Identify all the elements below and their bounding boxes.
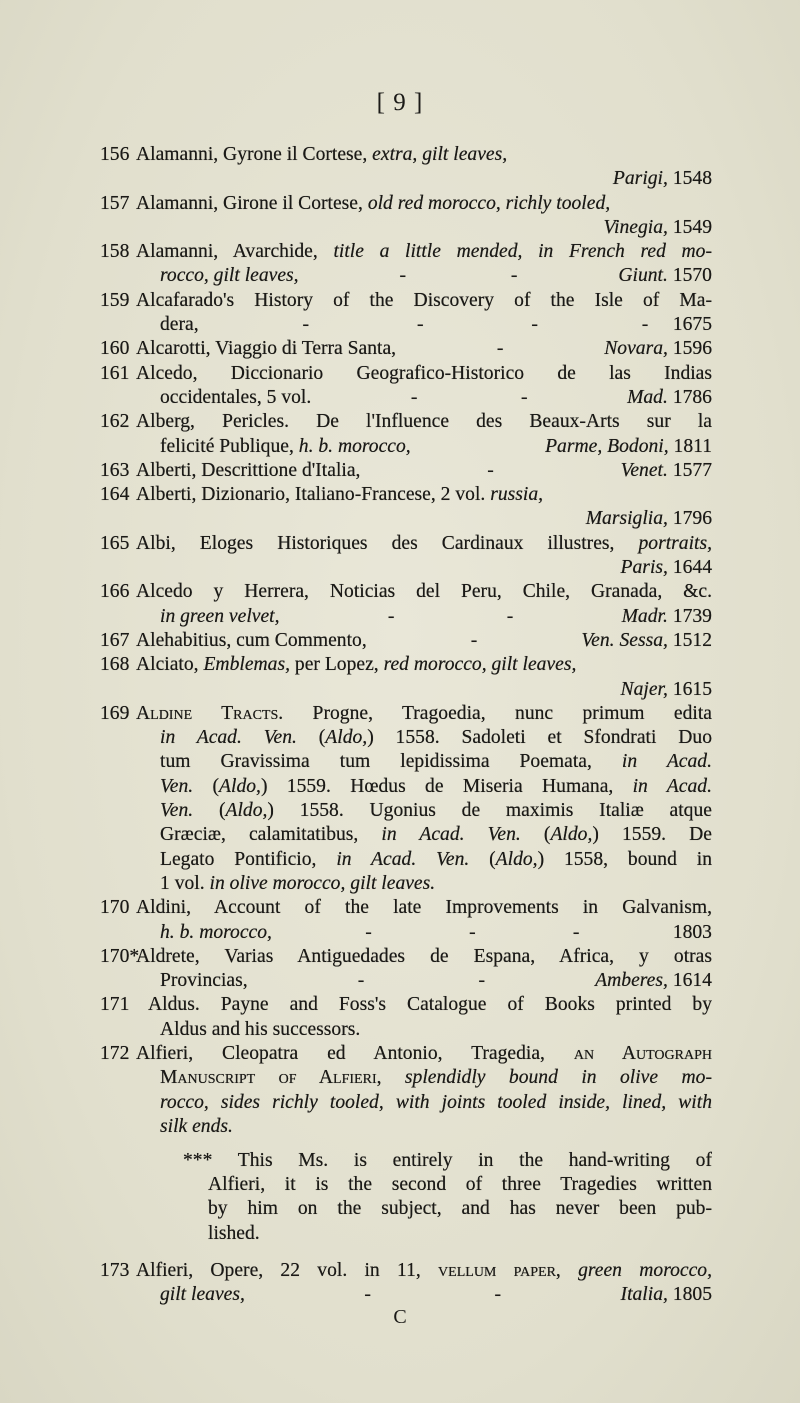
text-group — [160, 969, 248, 993]
entry-line — [136, 362, 712, 386]
lot-number: 161 — [100, 362, 130, 384]
text-segment: - — [416, 314, 424, 336]
text-segment: 1577 — [667, 459, 712, 481]
entry-text — [136, 702, 712, 896]
entry-line — [136, 605, 712, 629]
lot-number: 166 — [100, 581, 130, 603]
text-segment: in Acad. Ven. — [381, 824, 521, 846]
text-segment: ( — [193, 800, 226, 822]
entry-line — [136, 799, 712, 823]
entry-text — [136, 337, 712, 361]
text-segment: rocco, gilt leaves, — [160, 265, 299, 287]
entry-line — [136, 167, 712, 191]
text-segment: ) 1558. Ugonius de maximis Italiæ atque — [267, 800, 712, 822]
text-segment: Alcafarado's History of the Discovery of the Isle of Ma- — [136, 289, 712, 311]
entry-line — [136, 1066, 712, 1090]
entry-line — [136, 702, 712, 726]
entry-line — [136, 459, 712, 483]
lot-number: 163 — [100, 459, 130, 481]
entry-line — [136, 240, 712, 264]
entry-line — [136, 435, 712, 459]
entry-note — [183, 1149, 712, 1246]
text-segment: Aldo, — [325, 727, 368, 749]
text-segment: Alfieri, Opere, 22 vol. in 11, — [136, 1259, 439, 1281]
leader-dash — [474, 969, 489, 993]
catalogue-entry — [100, 532, 712, 581]
leader-dash — [354, 969, 369, 993]
entry-line — [136, 556, 712, 580]
text-segment: h. b. morocco, — [160, 921, 272, 943]
text-segment: Alehabitius, cum Commento, — [136, 629, 367, 651]
text-segment: ) 1558, bound in — [537, 848, 712, 870]
text-segment: in Acad. Ven. — [160, 727, 297, 749]
entry-text — [136, 993, 712, 1042]
text-segment: Paris, — [620, 557, 668, 579]
text-segment: green morocco, — [560, 1259, 712, 1281]
lot-number: 171 — [100, 994, 130, 1016]
text-segment: 1614 — [667, 970, 712, 992]
entry-line — [136, 507, 712, 531]
text-segment: - — [357, 970, 365, 992]
leader-dash — [493, 337, 508, 361]
entry-text — [136, 653, 712, 702]
text-group — [604, 337, 712, 361]
text-group — [581, 629, 712, 653]
text-segment: in Acad. — [621, 751, 712, 773]
text-segment: - — [520, 386, 528, 408]
text-segment: Alberti, Dizionario, Italiano-Francese, 2 vol. — [136, 484, 491, 506]
entry-line — [136, 1259, 712, 1283]
lot-number: 167 — [100, 629, 130, 651]
text-segment: ( — [193, 775, 220, 797]
lot-number: 172 — [100, 1042, 130, 1064]
text-group — [618, 264, 712, 288]
text-segment: gilt leaves, — [160, 1284, 245, 1306]
text-segment: - — [399, 265, 406, 287]
text-segment: - — [478, 970, 485, 992]
text-segment: silk ends. — [160, 1115, 233, 1137]
text-segment: in olive morocco, gilt leaves. — [209, 872, 436, 894]
text-segment: - — [506, 605, 514, 627]
text-segment: ) 1559. Hœdus de Miseria Humana, — [260, 775, 633, 797]
text-segment: dera, — [160, 314, 199, 336]
text-segment: Najer, — [620, 678, 668, 700]
text-segment: Parme, Bodoni, — [545, 435, 669, 457]
entry-line — [136, 337, 712, 361]
text-segment: Ven. — [160, 800, 194, 822]
text-segment: by him on the subject, and has never been pub- — [208, 1198, 712, 1220]
entry-line — [136, 386, 712, 410]
text-group — [160, 921, 272, 945]
leader-dash — [527, 313, 542, 337]
text-segment: Alcedo, Diccionario Geografico-Historico de las Indias — [136, 362, 712, 384]
leader-dash — [507, 264, 522, 288]
text-segment: Novara, — [604, 338, 668, 360]
entry-line — [136, 775, 712, 799]
entry-line — [183, 1173, 712, 1197]
text-segment: Aldo, — [219, 775, 261, 797]
text-segment: - — [531, 314, 538, 336]
lot-number: 162 — [100, 411, 130, 433]
text-segment: in Acad. Ven. — [336, 848, 470, 870]
catalogue-entry — [100, 410, 712, 459]
leader-dash — [569, 921, 584, 945]
text-segment: 1615 — [667, 678, 712, 700]
text-segment: - — [387, 605, 395, 627]
text-group — [136, 629, 367, 653]
text-segment: - — [365, 921, 372, 943]
entry-line — [136, 289, 712, 313]
page-number-header: [ 9 ] — [376, 89, 424, 116]
text-segment: extra, gilt leaves, — [372, 144, 508, 165]
entry-text — [136, 143, 712, 192]
text-segment: in green velvet, — [160, 605, 280, 627]
leader-dash — [299, 313, 314, 337]
lot-number: 158 — [100, 241, 130, 263]
text-segment: Italia, — [620, 1284, 668, 1306]
text-segment: splendidly bound in olive mo- — [381, 1067, 712, 1089]
entry-line — [136, 993, 712, 1017]
entry-text — [136, 410, 712, 459]
text-segment: Parigi, — [612, 168, 668, 190]
leader-dash — [413, 313, 428, 337]
text-segment: 1596 — [667, 338, 712, 360]
text-segment: Alfieri, Cleopatra ed Antonio, Tragedia, — [136, 1042, 574, 1064]
entry-line — [136, 192, 712, 216]
text-segment: 1512 — [667, 629, 712, 651]
leader-dash — [483, 459, 498, 483]
entry-text — [136, 629, 712, 653]
text-segment: 1 vol. — [160, 872, 210, 894]
text-segment: Aldus and his successors. — [160, 1018, 361, 1040]
entry-line — [183, 1197, 712, 1221]
lot-number: 157 — [100, 192, 130, 214]
entry-line — [136, 580, 712, 604]
entry-text — [136, 1259, 712, 1308]
text-segment: 1548 — [667, 168, 712, 190]
entry-line — [136, 1018, 712, 1042]
text-segment: - — [510, 265, 518, 287]
text-segment: - — [302, 314, 310, 336]
lot-number: 165 — [100, 532, 130, 554]
lot-number: 159 — [100, 289, 130, 311]
text-segment: Albi, Eloges Historiques des Cardinaux illustres, — [136, 532, 639, 554]
text-segment: Alcedo y Herrera, Noticias del Peru, Chile, Granada, &c. — [136, 581, 712, 603]
text-segment: russia, — [490, 484, 544, 506]
catalogue-entry — [100, 896, 712, 945]
text-segment: Græciæ, calamitatibus, — [160, 824, 382, 846]
entry-line — [136, 1115, 712, 1139]
entry-line — [136, 726, 712, 750]
text-segment: h. b. morocco, — [298, 435, 411, 457]
entry-line — [136, 629, 712, 653]
entry-line — [183, 1222, 712, 1246]
text-segment: Alciato, — [136, 654, 204, 676]
text-segment: lished. — [208, 1222, 260, 1244]
text-segment: Aldine Tracts. — [136, 702, 284, 724]
entry-text — [136, 192, 712, 241]
text-group — [160, 435, 411, 459]
text-group — [673, 921, 712, 945]
text-segment: 1805 — [667, 1284, 712, 1306]
text-segment: 1570 — [667, 265, 712, 287]
text-segment: Aldo, — [225, 800, 268, 822]
leader-dash — [467, 629, 482, 653]
lot-number: 173 — [100, 1259, 130, 1281]
text-group — [136, 459, 360, 483]
text-group — [136, 337, 396, 361]
text-segment: Amberes, — [595, 970, 668, 992]
entry-line — [136, 1042, 712, 1066]
text-group — [545, 435, 712, 459]
text-segment: - — [487, 459, 494, 481]
text-segment: - 1675 — [641, 314, 712, 336]
entry-line — [136, 483, 712, 507]
lot-number: 156 — [100, 144, 130, 165]
text-segment: Venet. — [620, 459, 668, 481]
entry-line — [136, 264, 712, 288]
text-segment: ( — [296, 727, 326, 749]
text-group — [160, 386, 311, 410]
text-segment: Mad. — [627, 386, 668, 408]
catalogue-entry — [100, 629, 712, 653]
catalogue-entry — [100, 459, 712, 483]
text-segment: ) 1559. De — [592, 824, 712, 846]
text-segment: 1796 — [667, 508, 712, 530]
text-segment: Emblemas, — [203, 654, 290, 676]
catalogue-entry — [100, 580, 712, 629]
text-segment: - — [572, 921, 580, 943]
lot-number: 160 — [100, 338, 130, 360]
text-segment: in Acad. — [632, 775, 712, 797]
leader-dash — [395, 264, 410, 288]
text-segment: - — [494, 1284, 502, 1306]
entry-line — [136, 872, 712, 896]
text-segment: Manuscript of Alfieri, — [160, 1067, 382, 1089]
lot-number: 170 — [100, 897, 130, 919]
text-group — [642, 313, 712, 337]
entry-text — [136, 1042, 712, 1139]
text-segment: Legato Pontificio, — [160, 848, 337, 870]
catalogue-entry — [100, 1042, 712, 1246]
text-segment: 1739 — [667, 605, 712, 627]
catalogue-entry — [100, 945, 712, 994]
entry-text — [136, 532, 712, 581]
text-segment: Ven. — [160, 775, 194, 797]
text-group — [621, 459, 712, 483]
text-segment: Aldus. Payne and Foss's Catalogue of Books printed by — [148, 994, 712, 1016]
catalogue-entry — [100, 993, 712, 1042]
lot-number: 168 — [100, 654, 130, 676]
entry-text — [136, 896, 712, 945]
entry-line — [136, 532, 712, 556]
text-segment: *** This Ms. is entirely in the hand-writing of — [183, 1149, 712, 1171]
leader-dash — [517, 386, 532, 410]
text-segment: ( — [520, 824, 551, 846]
text-group — [627, 386, 712, 410]
text-segment: rocco, sides richly tooled, with joints tooled inside, lined, with — [160, 1091, 712, 1113]
entry-line — [136, 653, 712, 677]
text-group — [622, 605, 712, 629]
lot-number: 169 — [100, 702, 130, 724]
catalogue-entry — [100, 653, 712, 702]
entry-line — [136, 969, 712, 993]
text-segment: Marsiglia, — [585, 508, 668, 530]
text-segment: 1786 — [667, 386, 712, 408]
text-segment: tum Gravissima tum lepidissima Poemata, — [160, 751, 622, 773]
text-segment: Alfieri, it is the second of three Tragedies written — [208, 1174, 712, 1196]
text-segment: ) 1558. Sadoleti et Sfondrati Duo — [367, 727, 712, 749]
entry-text — [136, 945, 712, 994]
text-segment: - — [469, 921, 476, 943]
text-segment: 1644 — [667, 557, 712, 579]
text-segment: Alberti, Descrittione d'Italia, — [136, 459, 361, 481]
text-segment: felicité Publique, — [160, 435, 299, 457]
text-segment: Alamanni, Avarchide, — [136, 241, 334, 263]
entry-line — [136, 848, 712, 872]
text-segment: - — [364, 1284, 371, 1306]
entry-line — [136, 143, 712, 167]
text-segment: red morocco, gilt leaves, — [383, 654, 577, 676]
text-segment: Aldini, Account of the late Improvements in Galvanism, — [136, 897, 712, 919]
text-segment: portraits, — [638, 532, 712, 554]
entry-line — [136, 896, 712, 920]
text-segment: - — [496, 338, 504, 360]
entry-line — [136, 313, 712, 337]
lot-number: 170* — [100, 945, 140, 967]
text-segment: Aldrete, Varias Antiguedades de Espana, Africa, y otras — [136, 945, 712, 967]
entry-text — [136, 289, 712, 338]
text-segment: Madr. — [621, 605, 668, 627]
entry-text — [136, 240, 712, 289]
catalogue-entry — [100, 362, 712, 411]
entry-line — [136, 945, 712, 969]
entry-line — [136, 216, 712, 240]
catalogue-entry — [100, 240, 712, 289]
text-segment: Ven. Sessa, — [581, 629, 668, 651]
entry-line — [136, 1091, 712, 1115]
text-segment: 1549 — [667, 216, 712, 238]
leader-dash — [384, 605, 399, 629]
entry-text — [136, 459, 712, 483]
text-group — [160, 313, 199, 337]
text-segment: title a little mended, in French red mo- — [333, 241, 712, 263]
catalogue-entry — [100, 143, 712, 192]
leader-dash — [465, 921, 480, 945]
leader-dash — [503, 605, 518, 629]
text-segment: occidentales, 5 vol. — [160, 386, 312, 408]
text-segment: Alcarotti, Viaggio di Terra Santa, — [136, 338, 397, 360]
text-segment: - — [470, 629, 478, 651]
catalogue-entry — [100, 337, 712, 361]
text-segment: Progne, Tragoedia, nunc primum edita — [283, 702, 712, 724]
catalogue-entry — [100, 192, 712, 241]
entry-text — [136, 483, 712, 532]
catalogue-entry — [100, 702, 712, 896]
entry-text — [136, 362, 712, 411]
text-segment: Aldo, — [550, 824, 593, 846]
text-segment: per Lopez, — [290, 654, 384, 676]
entry-line — [136, 750, 712, 774]
text-segment: 1811 — [668, 435, 712, 457]
text-segment: ( — [469, 848, 496, 870]
text-segment: old red morocco, richly tooled, — [367, 192, 611, 214]
entry-line — [183, 1149, 712, 1173]
catalogue-entry — [100, 1259, 712, 1308]
text-segment: Provincias, — [160, 970, 248, 992]
text-segment: Aldo, — [495, 848, 538, 870]
text-segment: 1803 — [672, 921, 712, 943]
text-group — [595, 969, 712, 993]
signature-mark: C — [393, 1306, 407, 1328]
text-segment: Alberg, Pericles. De l'Influence des Beaux-Arts sur la — [136, 411, 712, 433]
lot-number: 164 — [100, 484, 130, 506]
text-group — [160, 264, 299, 288]
leader-dash — [361, 921, 376, 945]
text-segment: vellum paper, — [438, 1259, 561, 1281]
text-segment: an Autograph — [573, 1042, 712, 1064]
entry-line — [136, 823, 712, 847]
catalogue-entries — [100, 143, 712, 1307]
entry-text — [136, 580, 712, 629]
entry-line — [136, 410, 712, 434]
catalogue-entry — [100, 289, 712, 338]
text-segment: - — [410, 386, 418, 408]
text-segment: Alamanni, Gyrone il Cortese, — [136, 144, 373, 165]
catalogue-entry — [100, 483, 712, 532]
text-group — [160, 605, 280, 629]
entry-line — [136, 678, 712, 702]
text-segment: Alamanni, Girone il Cortese, — [136, 192, 368, 214]
text-segment: Giunt. — [618, 265, 668, 287]
entry-line — [136, 921, 712, 945]
leader-dash — [407, 386, 422, 410]
text-segment: Vinegia, — [603, 216, 668, 238]
